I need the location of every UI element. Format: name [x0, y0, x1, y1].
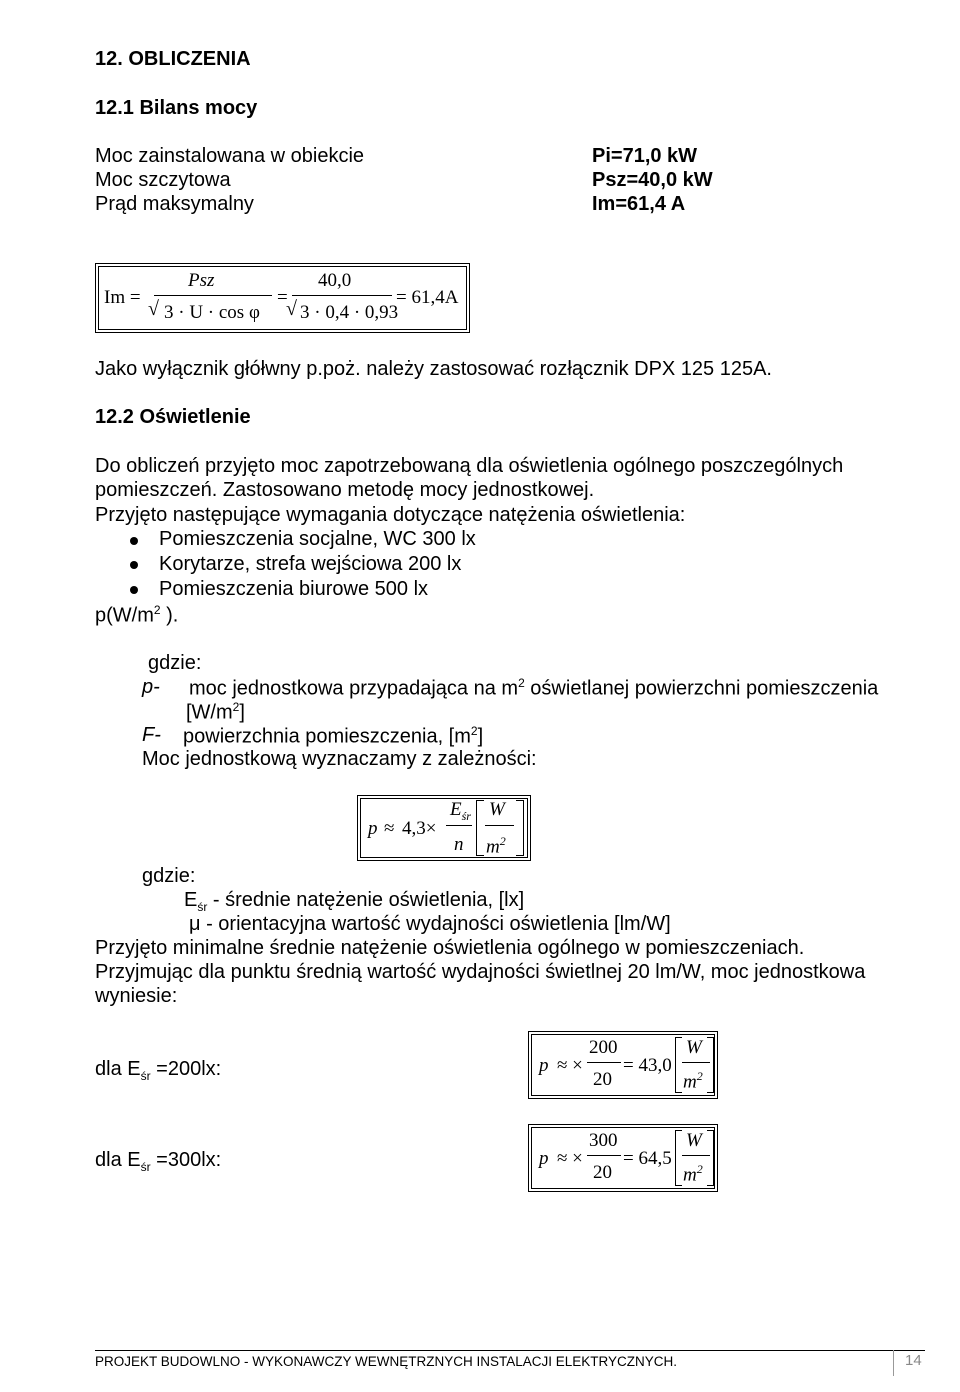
p-symbol: p- [142, 676, 160, 698]
formula-numerator: 300 [589, 1130, 618, 1151]
p-definition: moc jednostkowa przypadająca na $m^2$ oświetlanej powierzchni pomieszczenia [189, 676, 879, 700]
paragraph-line: pomieszczeń. Zastosowano metodę mocy jednostkowej. [95, 479, 595, 501]
bracket-left [675, 1130, 682, 1186]
sqrt-icon: √ [148, 298, 159, 320]
formula-unit-num: W [686, 1130, 702, 1151]
f-symbol: F- [142, 724, 161, 746]
sqrt-icon: √ [286, 298, 297, 320]
formula-denominator: 3 · 0,4 · 0,93 [300, 302, 399, 323]
formula-numerator: 40,0 [318, 270, 352, 291]
paragraph-line: wyniesie: [95, 985, 178, 1007]
paragraph-line: Moc jednostkową wyznaczamy z zależności: [142, 748, 537, 770]
paragraph-line: Przyjęto następujące wymagania dotyczące natężenia oświetlenia: [95, 504, 686, 526]
bracket-right [516, 800, 524, 856]
fraction-bar [587, 1062, 621, 1063]
formula-unit-den: $m^2$ [683, 1162, 703, 1186]
unit-text: $p(W/m^2$ ). [95, 603, 179, 627]
formula-denominator: 20 [593, 1162, 612, 1183]
formula-denominator: 20 [593, 1069, 612, 1090]
formula-p: p [539, 1055, 549, 1076]
mu-definition: μ - orientacyjna wartość wydajności oświetlenia [lm/W] [189, 913, 671, 935]
paragraph-line: Przyjmując dla punktu średnią wartość wydajności świetlnej 20 lm/W, moc jednostkowa [95, 961, 866, 983]
formula-unit-num: W [686, 1037, 702, 1058]
list-item: Pomieszczenia biurowe 500 lx [159, 578, 429, 600]
formula-result: = 64,5 [623, 1148, 672, 1169]
where-label: gdzie: [148, 652, 202, 674]
footer-divider [95, 1350, 925, 1351]
calc-formula-box-300 [528, 1124, 718, 1192]
formula-p: p [368, 818, 378, 839]
formula-result: = 61,4A [396, 287, 459, 308]
where-label: gdzie: [142, 865, 196, 887]
fraction-bar [292, 295, 392, 296]
bullet-icon [130, 561, 138, 569]
bullet-icon [130, 586, 138, 594]
fraction-bar [682, 1155, 710, 1156]
fraction-bar [154, 295, 272, 296]
f-definition: powierzchnia pomieszczenia, $[m^2]$ [183, 724, 484, 748]
formula-coefficient: 4,3× [402, 818, 437, 839]
calc-label-200: dla $E_{śr} =200lx$: [95, 1058, 222, 1083]
formula-numerator: 200 [589, 1037, 618, 1058]
chapter-heading: 12. OBLICZENIA [95, 48, 251, 70]
fraction-bar [485, 825, 514, 826]
formula-denominator: 3 · U · cos φ [164, 302, 260, 323]
bracket-right [707, 1130, 714, 1186]
power-value: Im=61,4 A [592, 193, 686, 215]
current-formula-box [95, 263, 470, 333]
bracket-right [707, 1037, 714, 1093]
footer-separator [893, 1350, 894, 1376]
power-value: Psz=40,0 kW [592, 169, 713, 191]
paragraph-line: Przyjęto minimalne średnie natężenie oświetlenia ogólnego w pomieszczeniach. [95, 937, 805, 959]
calc-label-300: dla $E_{śr} =300lx$: [95, 1149, 222, 1174]
formula-unit-den: $m^2$ [683, 1069, 703, 1093]
formula-numerator: $E_{śr}$ [450, 799, 471, 823]
e-definition: $E_{śr}$ - średnie natężenie oświetlenia, [lx] [184, 889, 525, 914]
power-label: Moc szczytowa [95, 169, 231, 191]
section-title-power-balance: 12.1 Bilans mocy [95, 97, 258, 119]
list-item: Korytarze, strefa wejściowa 200 lx [159, 553, 462, 575]
formula-approx: ≈ [384, 818, 395, 839]
switch-text: Jako wyłącznik głółwny p.poż. należy zastosować rozłącznik DPX 125 125A. [95, 358, 772, 380]
formula-unit-num: W [489, 799, 505, 820]
formula-numerator: Psz [188, 270, 215, 291]
formula-lhs: Im = [104, 287, 141, 308]
bullet-icon [130, 537, 138, 545]
footer-text: PROJEKT BUDOWLNO - WYKONAWCZY WEWNĘTRZNYCH INSTALACJI ELEKTRYCZNYCH. [95, 1354, 678, 1369]
formula-unit-den: $m^2$ [486, 834, 506, 858]
fraction-bar [446, 825, 472, 826]
formula-approx: ≈ × [557, 1148, 583, 1169]
fraction-bar [587, 1155, 621, 1156]
page-number: 14 [905, 1352, 922, 1369]
unit-power-formula-box [357, 795, 531, 861]
formula-result: = 43,0 [623, 1055, 672, 1076]
bracket-left [675, 1037, 682, 1093]
power-label: Moc zainstalowana w obiekcie [95, 145, 365, 167]
formula-denominator: n [454, 834, 464, 855]
fraction-bar [682, 1062, 710, 1063]
power-label: Prąd maksymalny [95, 193, 254, 215]
formula-equals: = [277, 287, 288, 308]
list-item: Pomieszczenia socjalne, WC 300 lx [159, 528, 476, 550]
bracket-left [476, 800, 484, 856]
formula-approx: ≈ × [557, 1055, 583, 1076]
p-unit: $[W/m^2]$ [186, 700, 245, 724]
section-title-lighting: 12.2 Oświetlenie [95, 406, 251, 428]
calc-formula-box-200 [528, 1031, 718, 1099]
paragraph-line: Do obliczeń przyjęto moc zapotrzebowaną dla oświetlenia ogólnego poszczególnych [95, 455, 844, 477]
power-value: Pi=71,0 kW [592, 145, 698, 167]
formula-p: p [539, 1148, 549, 1169]
